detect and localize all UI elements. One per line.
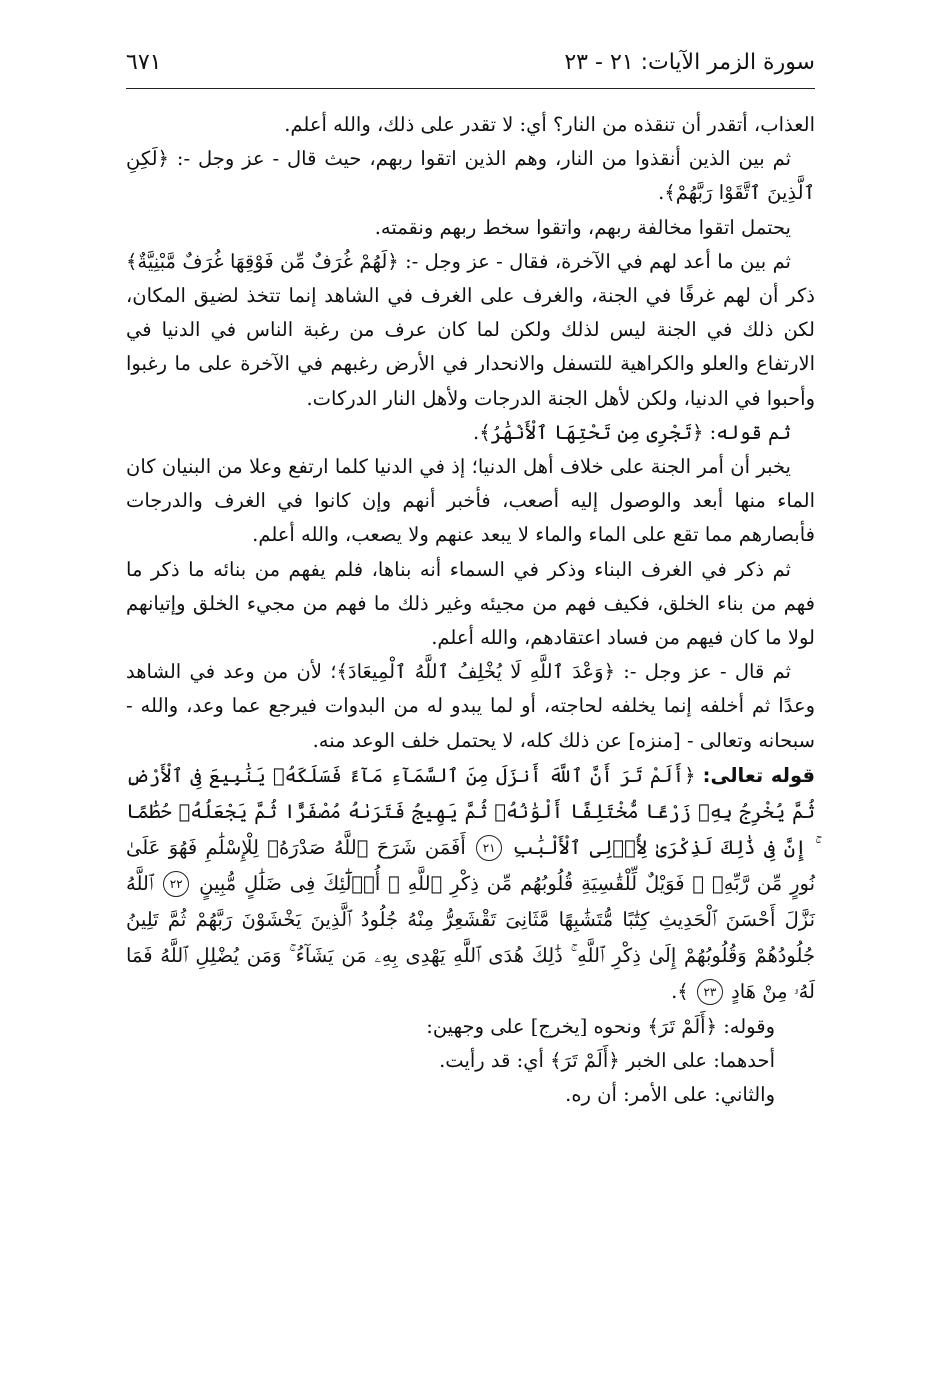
paragraph: ثم بين الذين أنقذوا من النار، وهم الذين اتقوا ربهم، حيث قال - عز وجل -: ﴿لَكِنِ ٱلَّذِينَ ٱتَّقَوْا رَبَّهُمْ﴾. — [126, 147, 815, 205]
verse-text: ٱللَّهُ نَزَّلَ أَحْسَنَ ٱلْحَدِيثِ كِتَٰبًا مُّتَشَٰبِهًا مَّثَانِىَ تَقْشَعِرُّ مِنْهُ جُلُودُ ٱلَّذِينَ يَخْشَوْنَ رَبَّهُمْ ثُمَّ تَلِينُ جُلُودُهُمْ وَقُلُوبُهُمْ إِلَىٰ ذِكْرِ ٱللَّهِ ۚ ذَٰلِكَ هُدَى ٱللَّهِ يَهْدِى بِهِۦ مَن يَشَآءُ ۚ وَمَن يُضْلِلِ ٱللَّهُ فَمَا لَهُۥ مِنْ هَادٍ — [126, 871, 815, 1003]
paragraph: ثم قال - عز وجل -: ﴿وَعْدَ ٱللَّهِ لَا يُخْلِفُ ٱللَّهُ ٱلْمِيعَادَ﴾؛ لأن من وعد في الشاهد وعدًا ثم أخلفه إنما يخلفه لحاجته، أو لما يبدو له من البدوات فيرجع عما وعد، والله - سبحانه وتعالى - [منزه] عن ذلك كله، لا يحتمل خلف الوعد منه. — [126, 660, 815, 752]
commentary-line: وقوله: ﴿أَلَمْ تَرَ﴾ ونحوه [يخرج] على وجهين: — [426, 1014, 775, 1038]
verse-text: ﴿أَلَمْ تَرَ أَنَّ ٱللَّهَ أَنزَلَ مِنَ ٱلسَّمَآءِ مَآءً فَسَلَكَهُۥ يَنَٰبِيعَ فِى ٱلْأَرْضِ ثُمَّ يُخْرِجُ بِهِۦ زَرْعًا مُّخْتَلِفًا أَلْوَٰنُهُۥ ثُمَّ يَهِيجُ فَتَرَىٰهُ مُصْفَرًّا ثُمَّ يَجْعَلُهُۥ حُطَٰمًا ۚ إِنَّ فِى ذَٰلِكَ لَذِكْرَىٰ لِأُو۟لِى ٱلْأَلْبَٰبِ — [126, 763, 815, 859]
ayah-number-marker: ٢٢ — [163, 871, 189, 897]
page-number: ٦٧١ — [126, 50, 162, 75]
ayah-number-marker: ٢١ — [476, 835, 502, 861]
paragraph: العذاب، أتقدر أن تنقذه من النار؟ أي: لا تقدر على ذلك، والله أعلم. — [284, 113, 815, 136]
running-title: سورة الزمر الآيات: ٢١ - ٢٣ — [564, 50, 815, 75]
paragraph: ثم قوله: ﴿تَجْرِى مِن تَحْتِهَا ٱلْأَنْهَٰرُ﴾. — [473, 420, 791, 444]
paragraph: يخبر أن أمر الجنة على خلاف أهل الدنيا؛ إذ في الدنيا كلما ارتفع وعلا من البنيان كان الماء منها أبعد والوصول إليه أصعب، فأخبر أنهم وإن كانوا في الغرف والدرجات فأبصارهم مما تقع على الماء والماء لا يبعد عنهم ولا يصعب، والله أعلم. — [126, 455, 815, 547]
paragraph: يحتمل اتقوا مخالفة ربهم، واتقوا سخط ربهم ونقمته. — [374, 215, 791, 239]
verse-label: قوله تعالى: — [702, 763, 815, 787]
verse-end-bracket: ﴾. — [671, 979, 689, 1003]
ayah-number-marker: ٢٣ — [697, 979, 723, 1005]
verse-text: أَفَمَن شَرَحَ ٱللَّهُ صَدْرَهُۥ لِلْإِسْلَٰمِ فَهُوَ عَلَىٰ نُورٍ مِّن رَّبِّهِۦ ۚ فَوَيْلٌ لِّلْقَٰسِيَةِ قُلُوبُهُم مِّن ذِكْرِ ٱللَّهِ ۚ أُو۟لَٰٓئِكَ فِى ضَلَٰلٍ مُّبِينٍ — [126, 835, 815, 895]
quran-verse-block — [126, 758, 815, 1010]
commentary-line: أحدهما: على الخبر ﴿أَلَمْ تَرَ﴾ أي: قد رأيت. — [439, 1049, 775, 1073]
commentary-line: والثاني: على الأمر: أن ره. — [565, 1083, 775, 1107]
paragraph: ثم بين ما أعد لهم في الآخرة، فقال - عز وجل -: ﴿لَهُمْ غُرَفٌ مِّن فَوْقِهَا غُرَفٌ مَّبْنِيَّةٌ﴾ ذكر أن لهم غرفًا في الجنة، والغرف على الغرف في الشاهد إنما تتخذ لضيق المكان، لكن ذلك في الجنة ليس لذلك ولكن لما كان عرف من رغبة الناس في الدنيا في الارتفاع والعلو والكراهية للتسفل والانحدار في الأرض رغبهم في الآخرة على ما رغبوا وأحبوا في الدنيا، ولكن لأهل الجنة الدرجات ولأهل النار الدركات. — [126, 249, 815, 410]
page-header — [126, 44, 815, 89]
page-body — [126, 108, 815, 1112]
paragraph: ثم ذكر في الغرف البناء وذكر في السماء أنه بناها، فلم يفهم من بنائه ما ذكر ما فهم من بناء الخلق، فكيف فهم من مجيئه وغير ذلك ما فهم من مجيء الخلق وإتيانهم لولا ما كان فيهم من فساد اعتقادهم، والله أعلم. — [126, 557, 815, 650]
